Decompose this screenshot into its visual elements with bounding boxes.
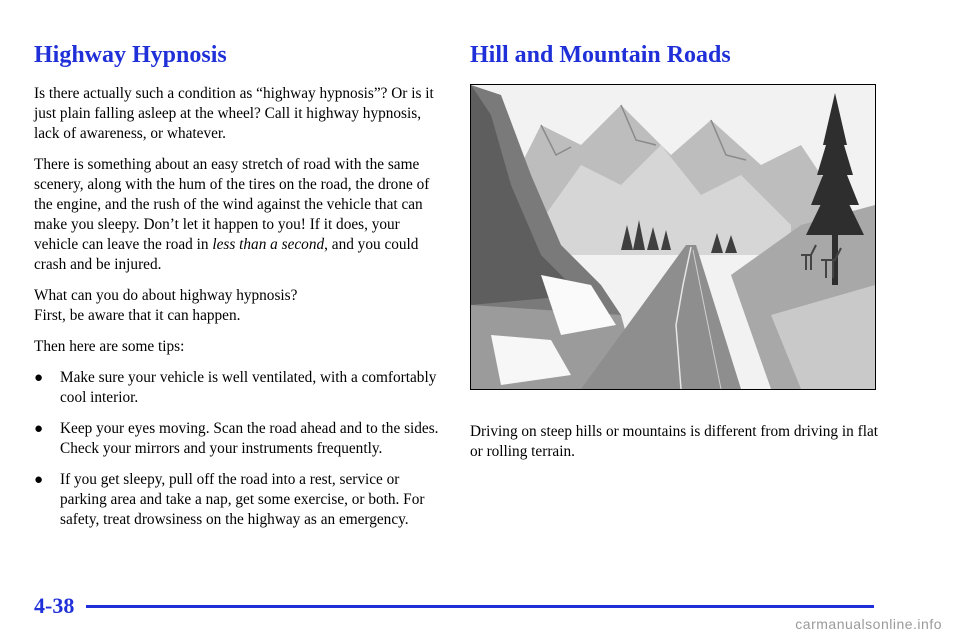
footer-rule <box>86 605 874 608</box>
paragraph-tips-intro: Then here are some tips: <box>34 338 185 355</box>
list-item-text: Keep your eyes moving. Scan the road ahead and to the sides. Check your mirrors and your instruments frequently. <box>60 420 439 457</box>
paragraph-intro: Is there actually such a condition as “highway hypnosis”? Or is it just plain falling asleep at the wheel? Call it highway hypnosis, lack of awareness, or whatever. <box>34 85 434 142</box>
list-item-text: If you get sleepy, pull off the road into a rest, service or parking area and take a nap, get some exercise, or both. For safety, treat drowsiness on the highway as an emergency. <box>60 471 425 528</box>
paragraph-question-line: What can you do about highway hypnosis? <box>34 287 298 304</box>
list-item-text: Make sure your vehicle is well ventilated, with a comfortably cool interior. <box>60 369 437 406</box>
left-column <box>34 40 444 541</box>
paragraph-what-can-you-do <box>34 286 444 326</box>
bullet-icon: ● <box>34 421 44 437</box>
list-item <box>34 419 444 459</box>
section-heading-highway-hypnosis: Highway Hypnosis <box>34 42 227 68</box>
tips-list <box>34 368 444 530</box>
watermark: carmanualsonline.info <box>795 616 942 632</box>
paragraph-sleepy <box>34 155 444 275</box>
mountain-road-illustration <box>470 84 876 390</box>
section-heading-hill-mountain-roads: Hill and Mountain Roads <box>470 42 731 68</box>
page-number: 4-38 <box>34 593 75 618</box>
right-column <box>470 40 880 473</box>
emphasis-less-than-a-second: less than a second <box>212 236 325 253</box>
paragraph-awareness-line: First, be aware that it can happen. <box>34 307 241 324</box>
paragraph-hill-driving: Driving on steep hills or mountains is different from driving in flat or rolling terrain. <box>470 423 878 460</box>
bullet-icon: ● <box>34 370 44 386</box>
bullet-icon: ● <box>34 472 44 488</box>
list-item <box>34 470 444 530</box>
paragraph-sleepy-text-a: There is something about an easy stretch of road with the same scenery, along with the hum of the tires on the road, the drone of the engine, and the rush of the wind against the vehicle that can make you sleepy. Don’t let it happen to you! If it does, your vehicle can leave the road in <box>34 156 430 253</box>
mountain-road-drawing <box>471 85 875 389</box>
paragraph-sleepy-text-b: , and you could crash and be injured. <box>34 236 419 273</box>
list-item <box>34 368 444 408</box>
